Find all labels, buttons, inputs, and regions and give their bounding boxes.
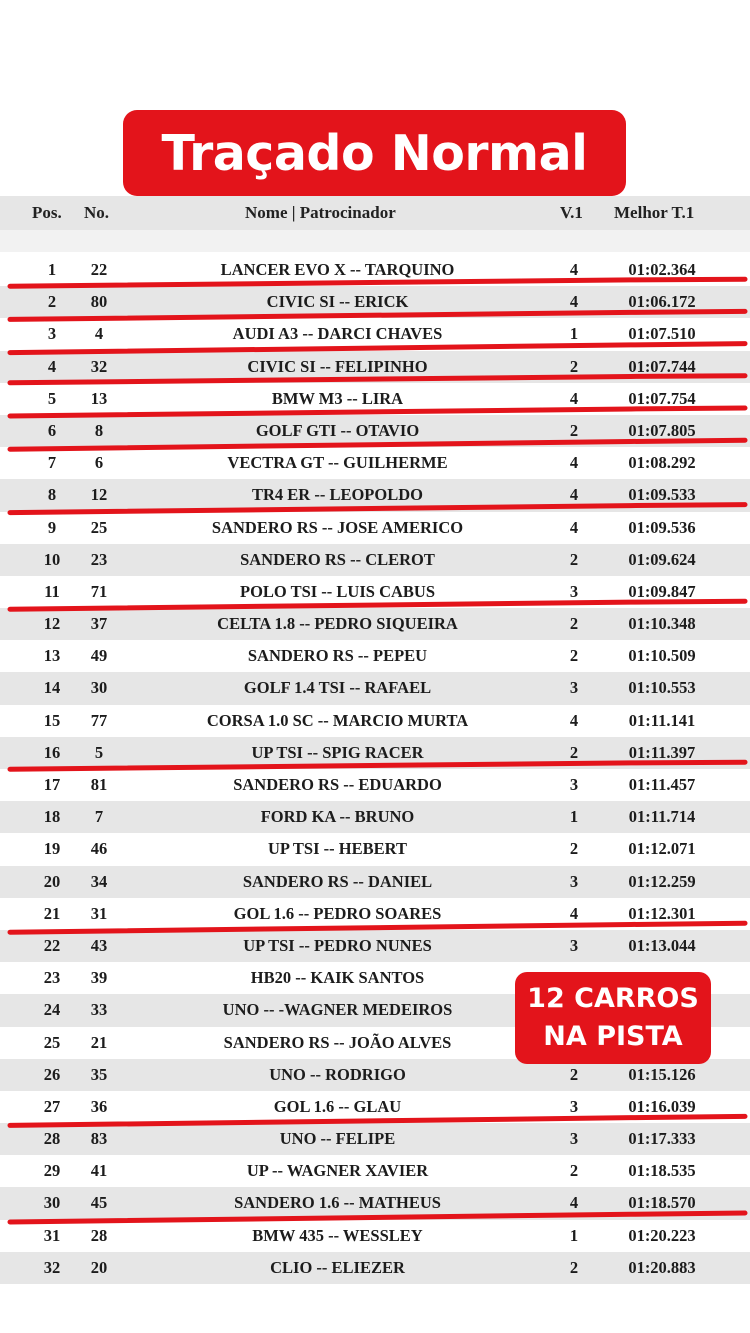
cell-name: SANDERO RS -- CLEROT	[240, 549, 435, 569]
cell-best-lap: 01:18.570	[628, 1193, 696, 1213]
title-badge: Traçado Normal	[123, 110, 626, 196]
cell-name: SANDERO RS -- EDUARDO	[233, 775, 442, 794]
table-row	[0, 351, 750, 383]
cell-no: 71	[90, 581, 108, 601]
cell-name: GOL 1.6 -- PEDRO SOARES	[233, 903, 442, 923]
cell-best-lap: 01:20.883	[628, 1257, 696, 1277]
cell-pos: 16	[43, 742, 61, 762]
cell-name: AUDI A3 -- DARCI CHAVES	[232, 324, 443, 344]
cell-best-lap: 01:10.509	[628, 646, 696, 666]
cell-no: 25	[90, 517, 108, 537]
header-pos: Pos.	[32, 203, 62, 222]
table-row	[0, 866, 750, 898]
cell-name: UNO -- RODRIGO	[269, 1064, 406, 1084]
cell-v1: 2	[569, 614, 579, 634]
cell-pos: 26	[43, 1064, 61, 1084]
cell-pos: 24	[43, 1000, 61, 1020]
cell-best-lap: 01:20.223	[628, 1225, 696, 1245]
cell-name: SANDERO RS -- JOÃO ALVES	[223, 1032, 452, 1052]
cell-best-lap: 01:12.259	[628, 871, 696, 891]
cell-no: 22	[90, 260, 108, 279]
cell-no: 30	[90, 678, 108, 698]
cell-no: 12	[90, 485, 108, 505]
cell-best-lap: 01:10.348	[628, 614, 696, 634]
cell-no: 13	[90, 388, 108, 408]
cell-name: UP TSI -- HEBERT	[268, 839, 407, 859]
cell-pos: 1	[47, 260, 57, 279]
cell-pos: 31	[43, 1225, 61, 1245]
cell-pos: 9	[47, 517, 57, 537]
cell-pos: 7	[47, 453, 57, 473]
cell-best-lap: 01:11.714	[628, 807, 696, 827]
cell-pos: 27	[43, 1096, 61, 1116]
cell-pos: 28	[43, 1129, 61, 1149]
cell-pos: 10	[43, 549, 61, 569]
cell-name: VECTRA GT -- GUILHERME	[227, 453, 448, 473]
cell-name: LANCER EVO X -- TARQUINO	[220, 260, 455, 279]
cell-v1: 3	[569, 871, 579, 891]
table-header	[0, 196, 750, 230]
cell-no: 77	[90, 710, 108, 730]
table-row	[0, 576, 750, 608]
cell-v1: 3	[569, 581, 579, 601]
cell-name: HB20 -- KAIK SANTOS	[250, 968, 425, 988]
cell-no: 81	[90, 775, 108, 794]
cell-name: BMW 435 -- WESSLEY	[252, 1225, 423, 1245]
cell-best-lap: 01:13.044	[628, 935, 696, 955]
cell-name: SANDERO RS -- DANIEL	[242, 871, 433, 891]
cell-name: POLO TSI -- LUIS CABUS	[240, 581, 435, 601]
table-row	[0, 833, 750, 865]
cell-v1: 4	[569, 517, 579, 537]
table-row	[0, 544, 750, 576]
cell-name: CELTA 1.8 -- PEDRO SIQUEIRA	[217, 614, 458, 634]
cell-name: UNO -- FELIPE	[279, 1129, 396, 1149]
cell-v1: 2	[569, 1257, 579, 1277]
cell-no: 45	[90, 1193, 108, 1213]
cell-v1: 4	[569, 1193, 579, 1213]
cell-name: CLIO -- ELIEZER	[270, 1257, 405, 1277]
cell-best-lap: 01:10.553	[628, 678, 696, 698]
cell-v1: 3	[569, 1129, 579, 1149]
cell-v1: 4	[569, 388, 579, 408]
cell-no: 21	[90, 1032, 108, 1052]
table-row	[0, 769, 750, 801]
cell-no: 6	[94, 453, 104, 473]
cell-no: 36	[90, 1096, 108, 1116]
cell-v1: 2	[569, 356, 579, 376]
cell-v1: 2	[569, 839, 579, 859]
header-best-lap: Melhor T.1	[614, 203, 695, 222]
cell-no: 4	[94, 324, 104, 344]
cell-v1: 1	[569, 1225, 579, 1245]
results-table	[0, 254, 750, 1284]
cell-no: 37	[90, 614, 108, 634]
cell-no: 31	[90, 903, 108, 923]
cell-v1: 4	[569, 260, 579, 279]
table-row	[0, 1252, 750, 1284]
cell-name: SANDERO RS -- JOSE AMERICO	[211, 517, 464, 537]
cell-v1: 3	[569, 678, 579, 698]
cell-name: TR4 ER -- LEOPOLDO	[252, 485, 423, 505]
table-row	[0, 1091, 750, 1123]
cell-no: 43	[90, 935, 108, 955]
cell-pos: 5	[47, 388, 57, 408]
table-row	[0, 512, 750, 544]
cell-pos: 32	[43, 1257, 61, 1277]
cell-pos: 15	[43, 710, 61, 730]
cell-best-lap: 01:15.126	[628, 1064, 696, 1084]
cell-v1: 2	[569, 1064, 579, 1084]
sticker-line-1: 12 CARROS	[527, 983, 699, 1014]
table-row	[0, 930, 750, 962]
cell-v1: 2	[569, 549, 579, 569]
cell-no: 35	[90, 1064, 108, 1084]
cell-pos: 20	[43, 871, 61, 891]
cell-pos: 11	[44, 581, 60, 601]
cell-best-lap: 01:12.301	[628, 903, 696, 923]
cell-pos: 8	[47, 485, 57, 505]
cell-no: 20	[90, 1257, 108, 1277]
cell-best-lap: 01:12.071	[628, 839, 696, 859]
cell-pos: 2	[47, 292, 57, 312]
table-row	[0, 1187, 750, 1219]
cell-name: UNO -- -WAGNER MEDEIROS	[222, 1000, 453, 1020]
header-no: No.	[84, 203, 110, 222]
table-row	[0, 383, 750, 415]
cell-no: 32	[90, 356, 108, 376]
cell-no: 28	[90, 1225, 108, 1245]
table-row	[0, 737, 750, 769]
cell-best-lap: 01:09.533	[628, 485, 696, 505]
cell-best-lap: 01:02.364	[628, 260, 696, 279]
cell-v1: 1	[569, 324, 579, 344]
cell-v1: 2	[569, 420, 579, 440]
cell-no: 7	[94, 807, 104, 827]
table-row	[0, 479, 750, 511]
cell-name: UP TSI -- SPIG RACER	[251, 742, 424, 762]
cell-v1: 3	[569, 935, 579, 955]
cell-best-lap: 01:09.847	[628, 581, 696, 601]
cell-name: CIVIC SI -- ERICK	[266, 292, 409, 312]
cell-v1: 2	[569, 1161, 579, 1181]
cell-pos: 30	[43, 1193, 61, 1213]
cell-best-lap: 01:06.172	[628, 292, 696, 312]
cell-no: 23	[90, 549, 108, 569]
cell-pos: 14	[43, 678, 61, 698]
cell-pos: 3	[47, 324, 57, 344]
table-spacer-row	[0, 230, 750, 252]
cell-v1: 2	[569, 742, 579, 762]
cell-best-lap: 01:18.535	[628, 1161, 696, 1181]
cell-name: GOLF GTI -- OTAVIO	[255, 420, 420, 440]
cell-best-lap: 01:07.805	[628, 420, 696, 440]
cell-name: SANDERO 1.6 -- MATHEUS	[234, 1193, 441, 1213]
cell-pos: 19	[43, 839, 61, 859]
cell-pos: 12	[43, 614, 61, 634]
cell-no: 39	[90, 968, 108, 988]
cell-pos: 18	[43, 807, 61, 827]
cell-best-lap: 01:07.754	[628, 388, 696, 408]
cell-v1: 4	[569, 485, 579, 505]
cell-pos: 25	[43, 1032, 61, 1052]
cell-best-lap: 01:17.333	[628, 1129, 696, 1149]
table-row	[0, 447, 750, 479]
cell-v1: 3	[569, 775, 579, 794]
cell-pos: 13	[43, 646, 61, 666]
cell-best-lap: 01:09.536	[628, 517, 696, 537]
cell-no: 80	[90, 292, 108, 312]
table-row	[0, 1220, 750, 1252]
table-row	[0, 705, 750, 737]
cell-no: 34	[90, 871, 108, 891]
cell-v1: 4	[569, 710, 579, 730]
cell-pos: 23	[43, 968, 61, 988]
cell-name: GOLF 1.4 TSI -- RAFAEL	[243, 678, 432, 698]
cell-no: 49	[90, 646, 108, 666]
cars-on-track-sticker	[515, 972, 711, 1064]
cell-name: CORSA 1.0 SC -- MARCIO MURTA	[206, 710, 469, 730]
cell-name: BMW M3 -- LIRA	[271, 388, 404, 408]
table-row	[0, 640, 750, 672]
table-row	[0, 415, 750, 447]
cell-no: 41	[90, 1161, 108, 1181]
cell-pos: 21	[43, 903, 61, 923]
cell-v1: 4	[569, 903, 579, 923]
cell-pos: 29	[43, 1161, 61, 1181]
cell-no: 83	[90, 1129, 108, 1149]
cell-pos: 22	[43, 935, 61, 955]
cell-no: 5	[94, 742, 104, 762]
cell-best-lap: 01:07.744	[628, 356, 696, 376]
header-name: Nome | Patrocinador	[245, 203, 396, 222]
cell-best-lap: 01:16.039	[628, 1096, 696, 1116]
cell-name: GOL 1.6 -- GLAU	[273, 1096, 402, 1116]
cell-name: UP -- WAGNER XAVIER	[246, 1161, 429, 1181]
cell-v1: 4	[569, 453, 579, 473]
cell-name: UP TSI -- PEDRO NUNES	[243, 935, 432, 955]
cell-pos: 6	[47, 420, 57, 440]
cell-name: CIVIC SI -- FELIPINHO	[247, 356, 428, 376]
cell-name: SANDERO RS -- PEPEU	[247, 646, 428, 666]
table-row	[0, 608, 750, 640]
cell-name: FORD KA -- BRUNO	[260, 807, 415, 827]
table-row	[0, 1155, 750, 1187]
cell-v1: 4	[569, 292, 579, 312]
cell-pos: 4	[47, 356, 57, 376]
cell-no: 46	[90, 839, 108, 859]
cell-best-lap: 01:11.141	[628, 710, 696, 730]
table-row	[0, 1123, 750, 1155]
table-row	[0, 801, 750, 833]
cell-pos: 17	[43, 775, 61, 794]
table-row	[0, 286, 750, 318]
cell-best-lap: 01:09.624	[628, 549, 696, 569]
sticker-line-2: NA PISTA	[543, 1021, 683, 1052]
cell-best-lap: 01:07.510	[628, 324, 696, 344]
cell-v1: 1	[569, 807, 579, 827]
cell-best-lap: 01:11.397	[628, 742, 696, 762]
cell-no: 33	[90, 1000, 108, 1020]
table-row	[0, 898, 750, 930]
cell-best-lap: 01:11.457	[628, 775, 696, 794]
cell-v1: 2	[569, 646, 579, 666]
cell-no: 8	[94, 420, 104, 440]
table-row	[0, 672, 750, 704]
table-row	[0, 254, 750, 286]
table-row	[0, 318, 750, 350]
cell-v1: 3	[569, 1096, 579, 1116]
cell-best-lap: 01:08.292	[628, 453, 696, 473]
header-v1: V.1	[560, 203, 583, 222]
